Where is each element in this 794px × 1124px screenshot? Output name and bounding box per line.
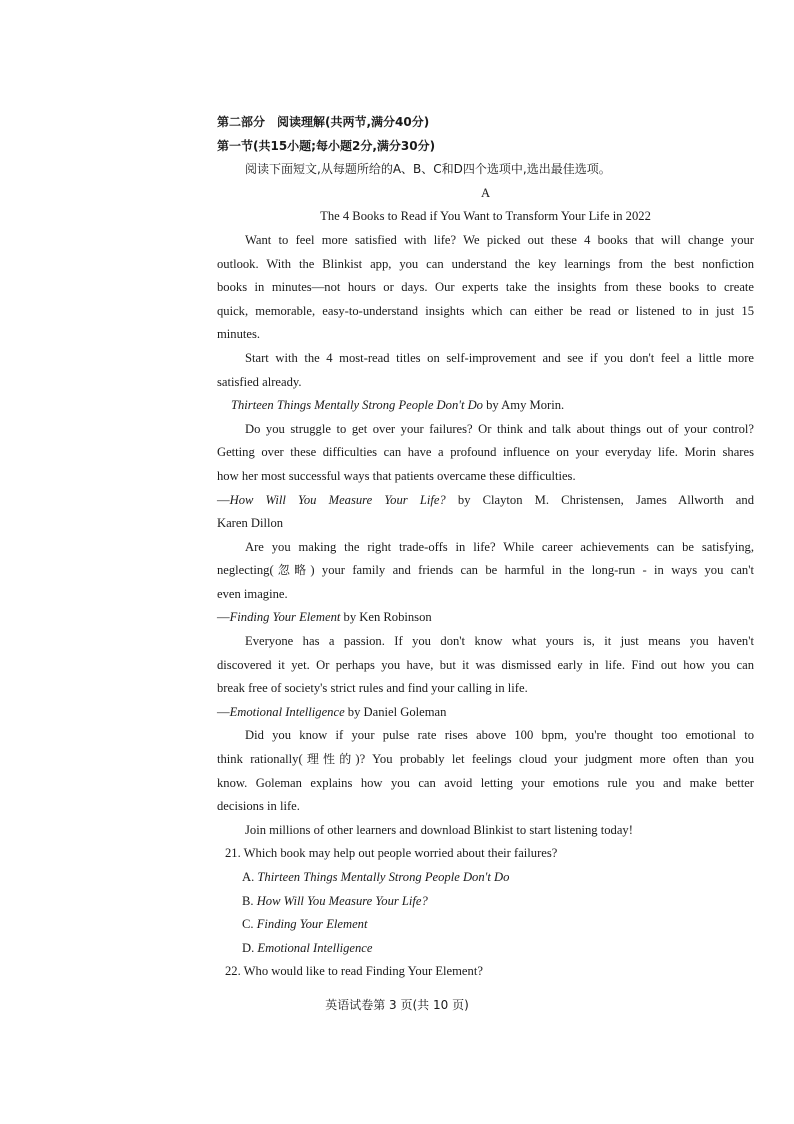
book-1-title: Thirteen Things Mentally Strong People Don't Do (231, 398, 483, 413)
book-1-author: by Amy Morin. (482, 398, 565, 413)
closing-line: Join millions of other learners and download Blinkist to start listening today! (245, 822, 633, 837)
section-heading: 第一节(共15小题;每小题2分,满分30分) (217, 138, 436, 153)
option-c: C. Finding Your Element (242, 917, 368, 932)
text-line: discovered it yet. Or perhaps you have, but it was dismissed early in life. Find out how you can (217, 657, 754, 672)
text-line: Start with the 4 most-read titles on self-improvement and see if you don't feel a little more (245, 350, 754, 365)
text-line: think rationally(理性的)? You probably let feelings cloud your judgment more often than you (217, 752, 754, 767)
text-line: Are you making the right trade-offs in life? While career achievements can be satisfying, (245, 539, 754, 554)
option-d: D. Emotional Intelligence (242, 940, 373, 955)
text-line: books in minutes—not hours or days. Our experts take the insights from these books to create (217, 280, 754, 295)
text-line: minutes. (217, 327, 261, 342)
text-line: break free of society's strict rules and find your calling in life. (217, 681, 528, 696)
start-paragraph (217, 347, 754, 394)
passage-title: The 4 Books to Read if You Want to Transform Your Life in 2022 (320, 209, 651, 224)
text-line: Everyone has a passion. If you don't know what yours is, it just means you haven't (245, 634, 754, 649)
book-4-heading: —Emotional Intelligence by Daniel Goleman (217, 704, 447, 719)
option-a: A. Thirteen Things Mentally Strong People Don't Do (242, 870, 510, 884)
book-4 (217, 701, 754, 819)
question-21 (217, 842, 754, 960)
book-1 (217, 394, 754, 488)
exam-page (217, 111, 754, 984)
text-line: know. Goleman explains how you can avoid letting your emotions rule you and make better (217, 775, 754, 790)
text-line: Do you struggle to get over your failures? Or think and talk about things out of your control? (245, 421, 754, 436)
book-2 (217, 489, 754, 607)
text-line: Getting over these difficulties can have a profound influence on your everyday life. Morin shares (217, 445, 754, 460)
text-line: decisions in life. (217, 799, 300, 814)
book-2-title: How Will You Measure Your Life? (229, 492, 446, 507)
book-4-title: Emotional Intelligence (229, 704, 345, 719)
book-4-author: by Daniel Goleman (344, 704, 447, 719)
book-3-title: Finding Your Element (229, 610, 341, 625)
intro-paragraph (217, 229, 754, 347)
question-21-stem: 21. Which book may help out people worried about their failures? (225, 846, 558, 861)
book-3 (217, 606, 754, 700)
text-line: Want to feel more satisfied with life? We picked out these 4 books that will change your (245, 232, 754, 247)
option-b: B. How Will You Measure Your Life? (242, 893, 428, 908)
text-line: outlook. With the Blinkist app, you can understand the key learnings from the best nonfiction (217, 256, 754, 271)
text-line: even imagine. (217, 586, 288, 601)
book-2-author: by Clayton M. Christensen, James Allworth and (457, 492, 754, 507)
book-1-heading (217, 394, 754, 418)
page-footer: 英语试卷第 3 页(共 10 页) (325, 998, 469, 1012)
book-2-author-cont: Karen Dillon (217, 516, 284, 531)
book-3-heading: —Finding Your Element by Ken Robinson (217, 610, 432, 625)
passage-label: A (480, 185, 491, 200)
text-line: neglecting(忽略) your family and friends can be harmful in the long-run - in ways you can't (217, 563, 754, 578)
text-line: how her most successful ways that patients overcame these difficulties. (217, 468, 576, 483)
instructions: 阅读下面短文,从每题所给的A、B、C和D四个选项中,选出最佳选项。 (245, 162, 611, 177)
book-3-author: by Ken Robinson (340, 610, 432, 625)
text-line: satisfied already. (217, 374, 302, 389)
text-line: quick, memorable, easy-to-understand insights which can either be read or listened to in just 15 (217, 303, 754, 318)
part-heading: 第二部分 阅读理解(共两节,满分40分) (217, 115, 430, 129)
book-2-heading: —How Will You Measure Your Life? by Clayton M. Christensen, James Allworth and (217, 492, 754, 507)
text-line: Did you know if your pulse rate rises above 100 bpm, you're thought too emotional to (245, 728, 754, 743)
question-22-stem: 22. Who would like to read Finding Your Element? (225, 964, 483, 979)
